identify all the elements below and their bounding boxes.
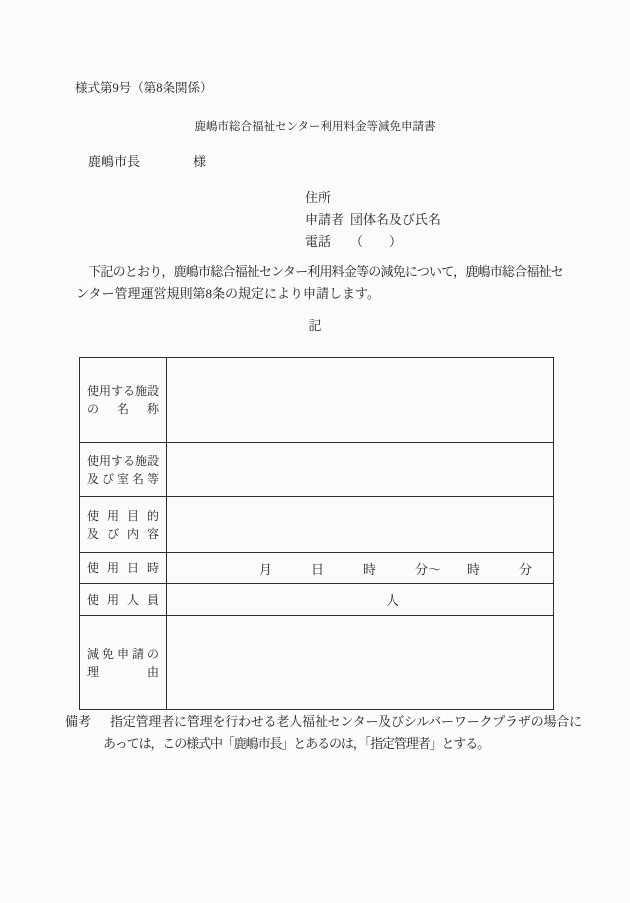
addressee-name: 鹿嶋市長 [88, 154, 141, 169]
page-title: 鹿嶋市総合福祉センター利用料金等減免申請書 [194, 121, 436, 133]
remarks-text: 指定管理者に管理を行わせる老人福祉センター及びシルバーワークプラザの場合に [110, 714, 582, 729]
row-label-attendance [80, 584, 167, 615]
row-label-line: の名称 [87, 402, 159, 416]
row-label-line: 及び内容 [87, 526, 159, 541]
row-label-facility-name [80, 358, 167, 442]
table-row-facility-name [80, 358, 553, 442]
row-label-line: 使用する施設 [87, 384, 160, 398]
row-label-line: 使用する施設 [87, 453, 160, 468]
remarks-line-1 [65, 714, 582, 729]
row-label-line: 使用人員 [87, 592, 159, 607]
record-heading: 記 [308, 318, 322, 333]
row-label-datetime [80, 553, 167, 583]
row-value-datetime: 月 日 時 分～ 時 分 [259, 561, 533, 577]
row-value-exemption-reason [167, 616, 553, 709]
statement-line-1: 下記のとおり，鹿嶋市総合福祉センター利用料金等の減免について，鹿嶋市総合福祉セ [76, 264, 563, 279]
table-row-facility-rooms [80, 442, 553, 496]
table-row-purpose [80, 496, 553, 552]
row-value-facility-rooms [167, 443, 553, 496]
row-value-purpose [167, 497, 553, 552]
row-label-line: 理由 [87, 664, 159, 679]
row-value-attendance: 人 [386, 593, 400, 608]
remarks-note [65, 714, 582, 751]
table-row-exemption-reason [80, 615, 553, 709]
row-value-facility-name [167, 358, 553, 442]
remarks-label: 備考 [65, 714, 92, 729]
applicant-value: 団体名及び氏名 [350, 212, 442, 227]
form-number: 様式第9号（第8条関係） [75, 81, 213, 95]
application-table [79, 357, 554, 710]
row-label-exemption-reason [80, 616, 167, 709]
address-label: 住所 [305, 190, 332, 205]
table-row-attendance [80, 583, 553, 615]
row-label-line: 使用目的 [87, 508, 159, 523]
row-label-line: 減免申請の [87, 646, 159, 661]
row-label-line: 使用日時 [87, 561, 159, 575]
phone-value: （ ） [350, 234, 403, 249]
remarks-line-2: あっては，この様式中「鹿嶋市長」とあるのは，「指定管理者」とする。 [103, 736, 490, 751]
table-row-datetime [80, 552, 553, 583]
phone-label: 電話 [305, 234, 332, 249]
row-label-purpose [80, 497, 167, 552]
statement-line-2: ンター管理運営規則第8条の規定により申請します。 [76, 286, 380, 301]
row-label-line: 及び室名等 [87, 471, 159, 486]
row-label-facility-rooms [80, 443, 167, 496]
application-statement [76, 261, 576, 305]
addressee-honorific: 様 [193, 154, 207, 169]
applicant-label: 申請者 [305, 212, 345, 227]
